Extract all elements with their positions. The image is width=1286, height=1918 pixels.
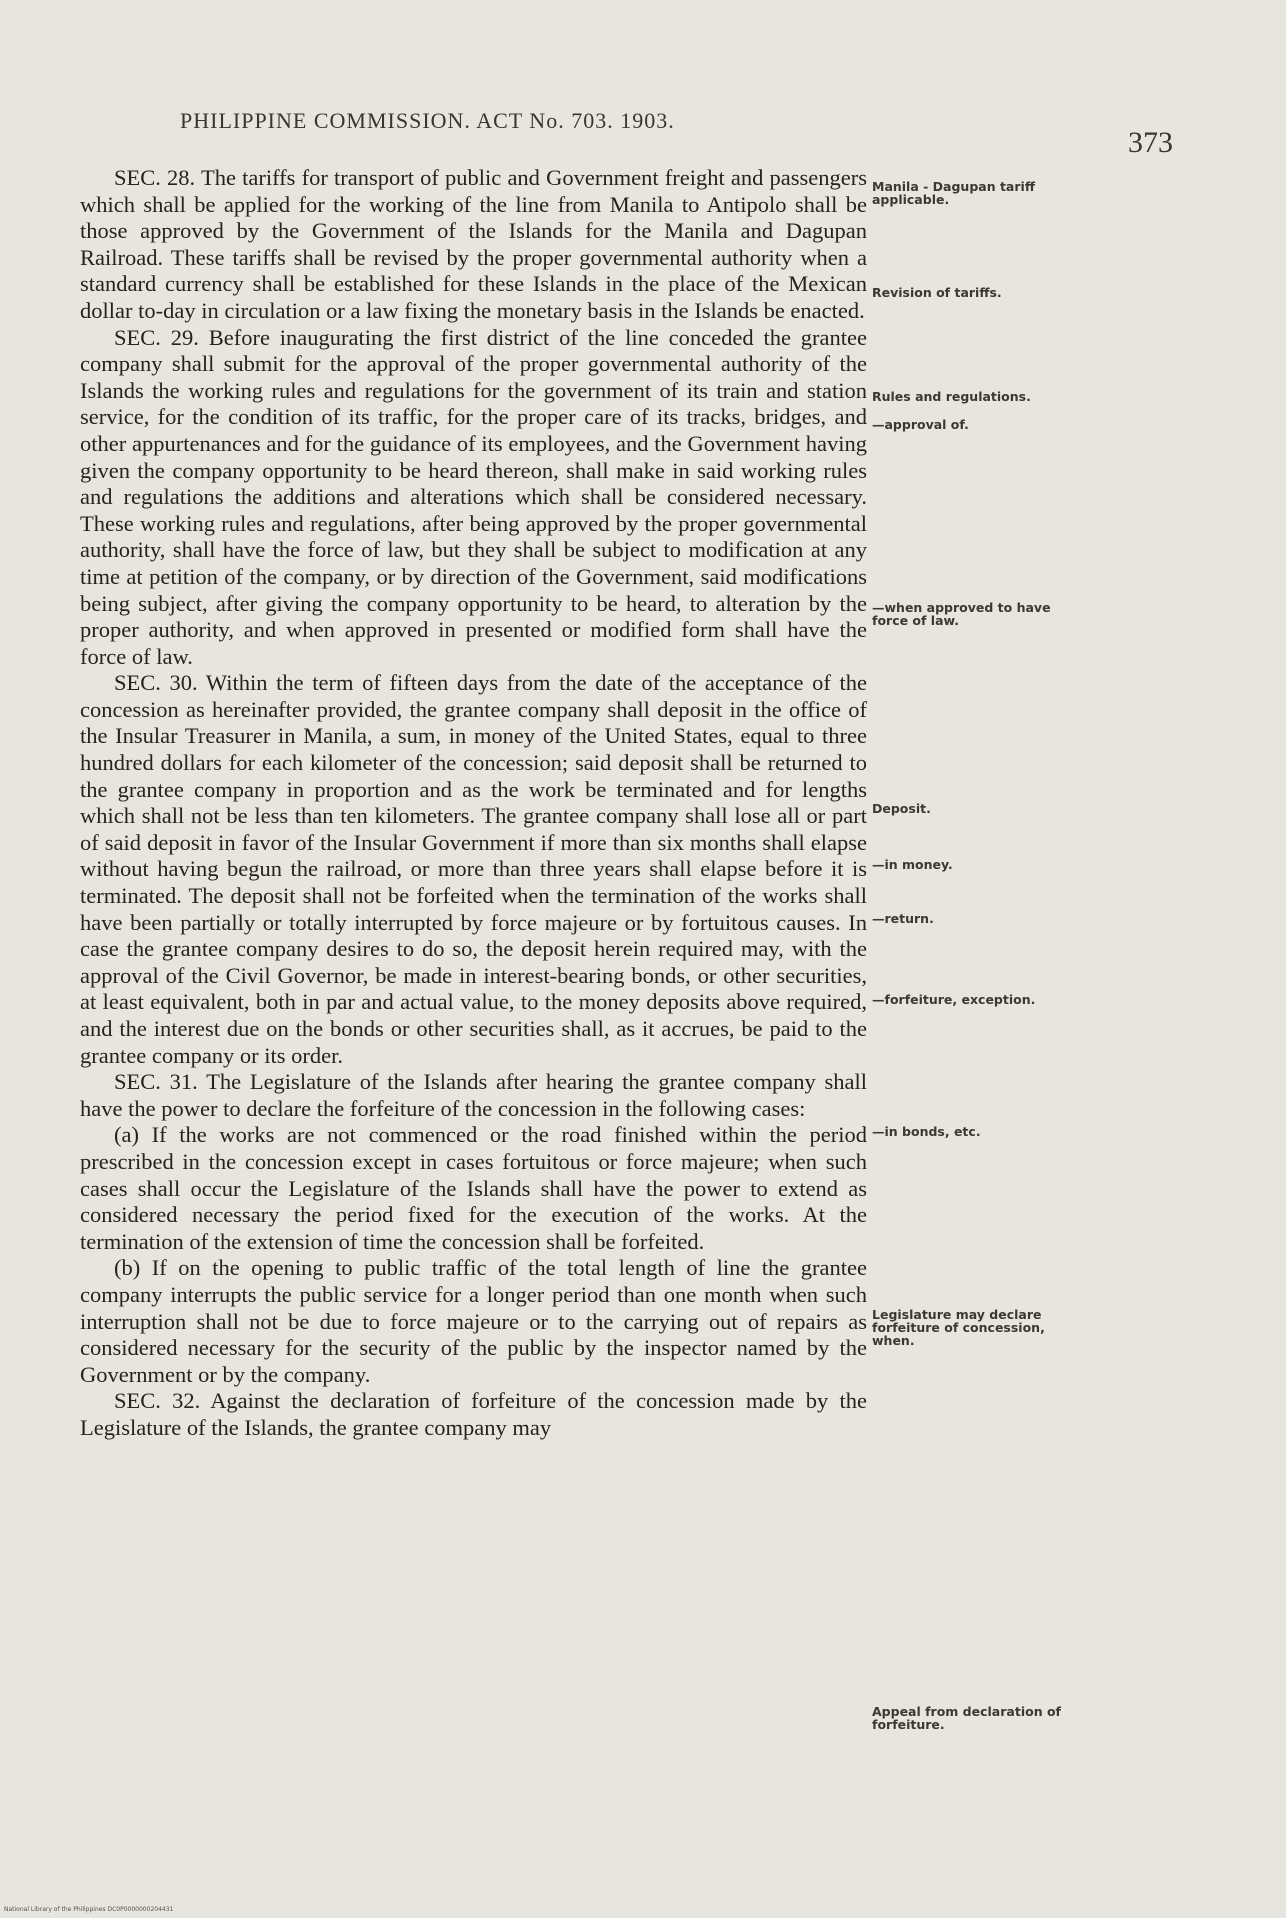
margin-note: Rules and regulations. — [872, 389, 1031, 404]
page-number: 373 — [1128, 126, 1173, 159]
paragraph-text: The tariffs for transport of public and Government freight and passengers which shall be applied for the working of the line from Manila to Antipolo shall be those approved by the Government of the Islands for the Manila and Dagupan Railroad. These tariffs shall be revised by the proper governmental authority when a standard currency shall be established for these Islands in the place of the Mexican dollar to-day in circulation or a law fixing the monetary basis in the Islands be enacted. — [80, 165, 867, 323]
paragraph-text: (a) If the works are not commenced or the road finished within the period prescribed in the concession except in cases fortuitous or force majeure; when such cases shall occur the Legislature of the Islands shall have the power to extend as considered necessary the period fixed for the execution of the works. At the termination of the extension of time the concession shall be forfeited. — [80, 1122, 867, 1254]
margin-note: Appeal from declaration of forfeiture. — [872, 1704, 1061, 1732]
footer-credit: National Library of the Philippines DC0P0000000204431 — [4, 1906, 174, 1913]
section-32-paragraph — [80, 1388, 867, 1441]
section-28-paragraph — [80, 165, 867, 325]
margin-note: Manila - Dagupan tariff applicable. — [872, 179, 1035, 207]
margin-note: —forfeiture, exception. — [872, 992, 1036, 1007]
margin-note: —return. — [872, 911, 934, 926]
section-number: SEC. 31. — [114, 1069, 198, 1095]
running-head: PHILIPPINE COMMISSION. ACT No. 703. 1903. — [180, 108, 675, 133]
section-number: SEC. 30. — [114, 670, 198, 696]
section-number: SEC. 32. — [114, 1388, 201, 1414]
margin-note: —when approved to have force of law. — [872, 600, 1051, 628]
paragraph-text: (b) If on the opening to public traffic of the total length of line the grantee company interrupts the public service for a longer period than one month when such interruption shall not be due to force majeure or to the carrying out of repairs as considered necessary for the security of the public by the inspector named by the Government or by the company. — [80, 1255, 867, 1387]
paragraph-text: Before inaugurating the first district of the line conceded the grantee company shall submit for the approval of the proper governmental authority of the Islands the working rules and regulations for the government of its train and station service, for the condition of its traffic, for the proper care of its tracks, bridges, and other appurtenances and for the guidance of its employees, and the Government having given the company opportunity to be heard thereon, shall make in said working rules and regulations the additions and alterations which shall be considered necessary. These working rules and regulations, after being approved by the proper governmental authority, shall have the force of law, but they shall be subject to modification at any time at petition of the company, or by direction of the Government, said modifications being subject, after giving the company opportunity to be heard, to alteration by the proper authority, and when approved in presented or modified form shall have the force of law. — [80, 324, 868, 669]
section-number: SEC. 28. — [114, 165, 196, 190]
margin-note: Revision of tariffs. — [872, 285, 1002, 300]
paragraph-text: Within the term of fifteen days from the date of the acceptance of the concession as hereinafter provided, the grantee company shall deposit in the office of the Insular Treasurer in Manila, a sum, in money of the United States, equal to three hundred dollars for each kilometer of the concession; said deposit shall be returned to the grantee company in proportion and as the work be terminated and for lengths which shall not be less than ten kilometers. The grantee company shall lose all or part of said deposit in favor of the Insular Government if more than six months shall elapse without having begun the railroad, or more than three years shall elapse before it is terminated. The deposit shall not be forfeited when the termination of the works shall have been partially or totally interrupted by force majeure or by fortuitous causes. In case the grantee company desires to do so, the deposit herein required may, with the approval of the Civil Governor, be made in interest-bearing bonds, or other securities, at least equivalent, both in par and actual value, to the money deposits above required, and the interest due on the bonds or other securities shall, as it accrues, be paid to the grantee company or its order. — [80, 670, 868, 1068]
body-text — [80, 165, 867, 1442]
paragraph-text: Against the declaration of forfeiture of the concession made by the Legislature of the Islands, the grantee company may — [80, 1388, 867, 1440]
margin-note: Legislature may declare forfeiture of concession, when. — [872, 1307, 1045, 1348]
margin-note: Deposit. — [872, 801, 931, 816]
clause-a-paragraph — [80, 1122, 867, 1255]
section-30-paragraph — [80, 670, 867, 1069]
margin-note: —in money. — [872, 857, 953, 872]
margin-note: —in bonds, etc. — [872, 1124, 981, 1139]
clause-b-paragraph — [80, 1255, 867, 1388]
section-31-paragraph — [80, 1069, 867, 1122]
section-number: SEC. 29. — [114, 324, 199, 350]
margin-note: —approval of. — [872, 417, 969, 432]
paragraph-text: The Legislature of the Islands after hearing the grantee company shall have the power to declare the forfeiture of the concession in the following cases: — [80, 1069, 868, 1121]
section-29-paragraph — [80, 325, 867, 671]
